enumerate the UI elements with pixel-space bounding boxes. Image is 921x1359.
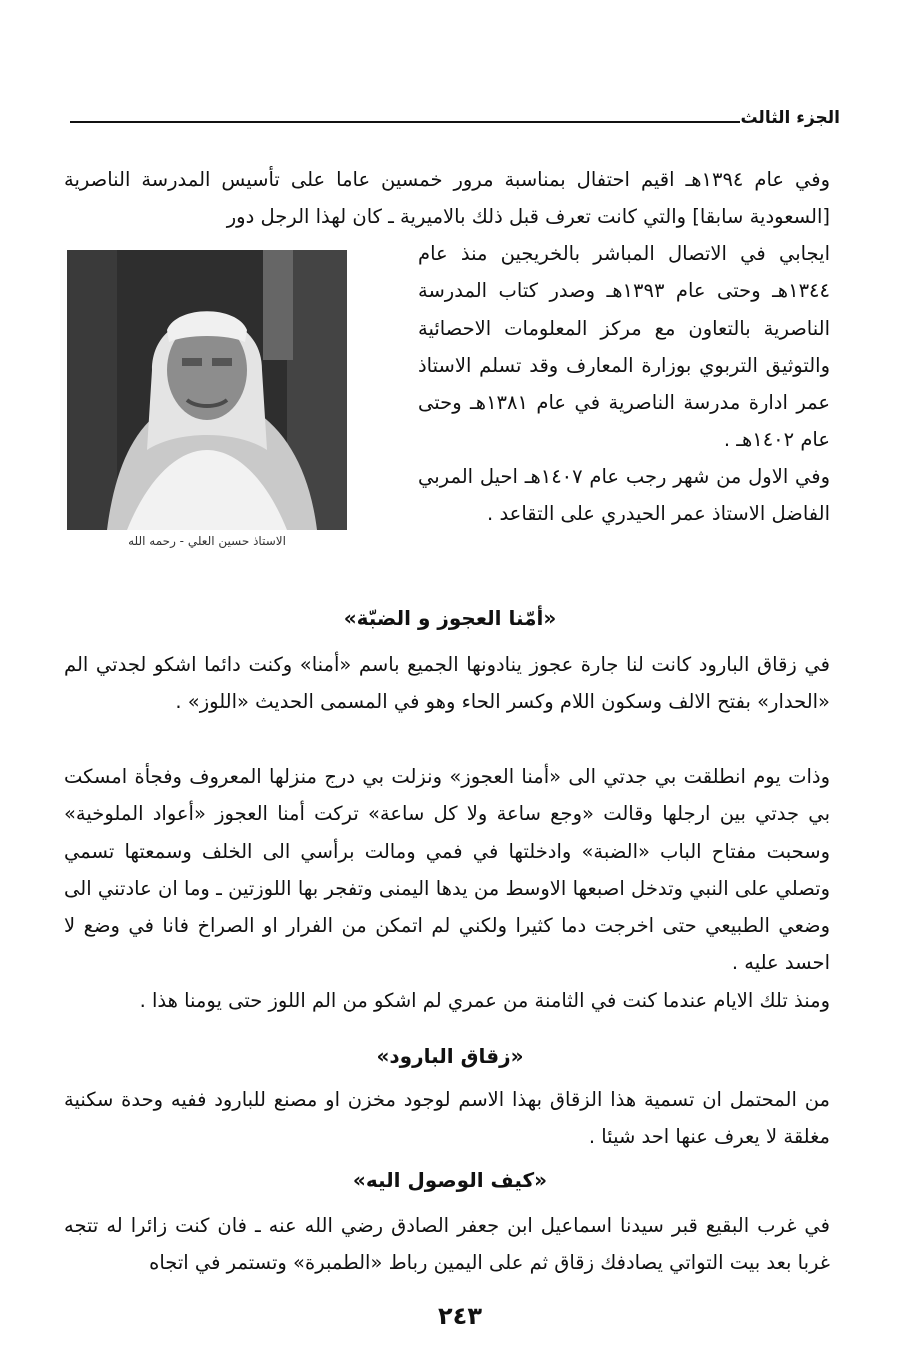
photo-caption: الاستاذ حسين العلي - رحمه الله: [128, 534, 286, 548]
page-number: ٢٤٣: [438, 1302, 482, 1330]
running-head: [60, 104, 840, 128]
portrait-photo: [67, 250, 347, 530]
section-heading-wusul: «كيف الوصول اليه»: [352, 1168, 548, 1192]
section-1-paragraph-2: وذات يوم انطلقت بي جدتي الى «أمنا العجوز» ونزلت بي درج منزلها المعروف وفجأة امسكت بي جدتي بين ارجلها وقالت «وجع ساعة ولا كل ساعة» تركت أمنا العجوز «أعواد الملوخية» وسحبت مفتاح الباب «الضبة» وادخلتها في فمي ومالت برأسي الى الخلف وسمعتها تسمي وتصلي على النبي وتدخل اصبعها الاوسط من يدها اليمنى وتفجر بها اللوزتين ـ وما ان عادتني الى وضعي الطبيعي حتى اخرجت دما كثيرا ولكني لم اتمكن من الفرار او الصراخ فانا في وضع لا احسد عليه .: [64, 765, 830, 975]
running-head-title: الجزء الثالث: [740, 108, 840, 128]
section-2-paragraph: من المحتمل ان تسمية هذا الزقاق بهذا الاسم لوجود مخزن او مصنع للبارود ففيه وحدة سكنية مغلقة لا يعرف عنها احد شيئا .: [64, 1088, 830, 1149]
running-head-rule: [70, 121, 740, 123]
section-heading-zuqaq: «زقاق البارود»: [376, 1044, 524, 1068]
intro-paragraph: وفي عام ١٣٩٤هـ اقيم احتفال بمناسبة مرور خمسين عاما على تأسيس المدرسة الناصرية [السعودية سابقا] والتي كانت تعرف قبل ذلك بالاميرية ـ كان لهذا الرجل دور: [64, 168, 830, 229]
intro-paragraph-continued: ايجابي في الاتصال المباشر بالخريجين منذ عام ١٣٤٤هـ وحتى عام ١٣٩٣هـ وصدر كتاب المدرسة الناصرية بالتعاون مع مركز المعلومات الاحصائية والتوثيق التربوي بوزارة المعارف وقد تسلم الاستاذ عمر ادارة مدرسة الناصرية في عام ١٣٨١هـ وحتى عام ١٤٠٢هـ .: [418, 242, 830, 452]
section-heading-umna: «أمّنا العجوز و الضبّة»: [343, 606, 557, 630]
portrait-image: [67, 250, 347, 530]
section-1-paragraph-1: في زقاق البارود كانت لنا جارة عجوز ينادونها الجميع باسم «أمنا» وكنت دائما اشكو لجدتي الم «الحدار» بفتح الالف وسكون اللام وكسر الحاء وهو في المسمى الحديث «اللوز» .: [64, 653, 830, 714]
section-3-paragraph: في غرب البقيع قبر سيدنا اسماعيل ابن جعفر الصادق رضي الله عنه ـ فان كنت زائرا له تتجه غربا بعد بيت التواتي يصادفك زقاق ثم على اليمين رباط «الطمبرة» وتستمر في اتجاه: [64, 1214, 830, 1275]
section-1-paragraph-3: ومنذ تلك الايام عندما كنت في الثامنة من عمري لم اشكو من الم اللوز حتى يومنا هذا .: [139, 989, 830, 1012]
retirement-paragraph: وفي الاول من شهر رجب عام ١٤٠٧هـ احيل المربي الفاضل الاستاذ عمر الحيدري على التقاعد .: [418, 465, 831, 526]
